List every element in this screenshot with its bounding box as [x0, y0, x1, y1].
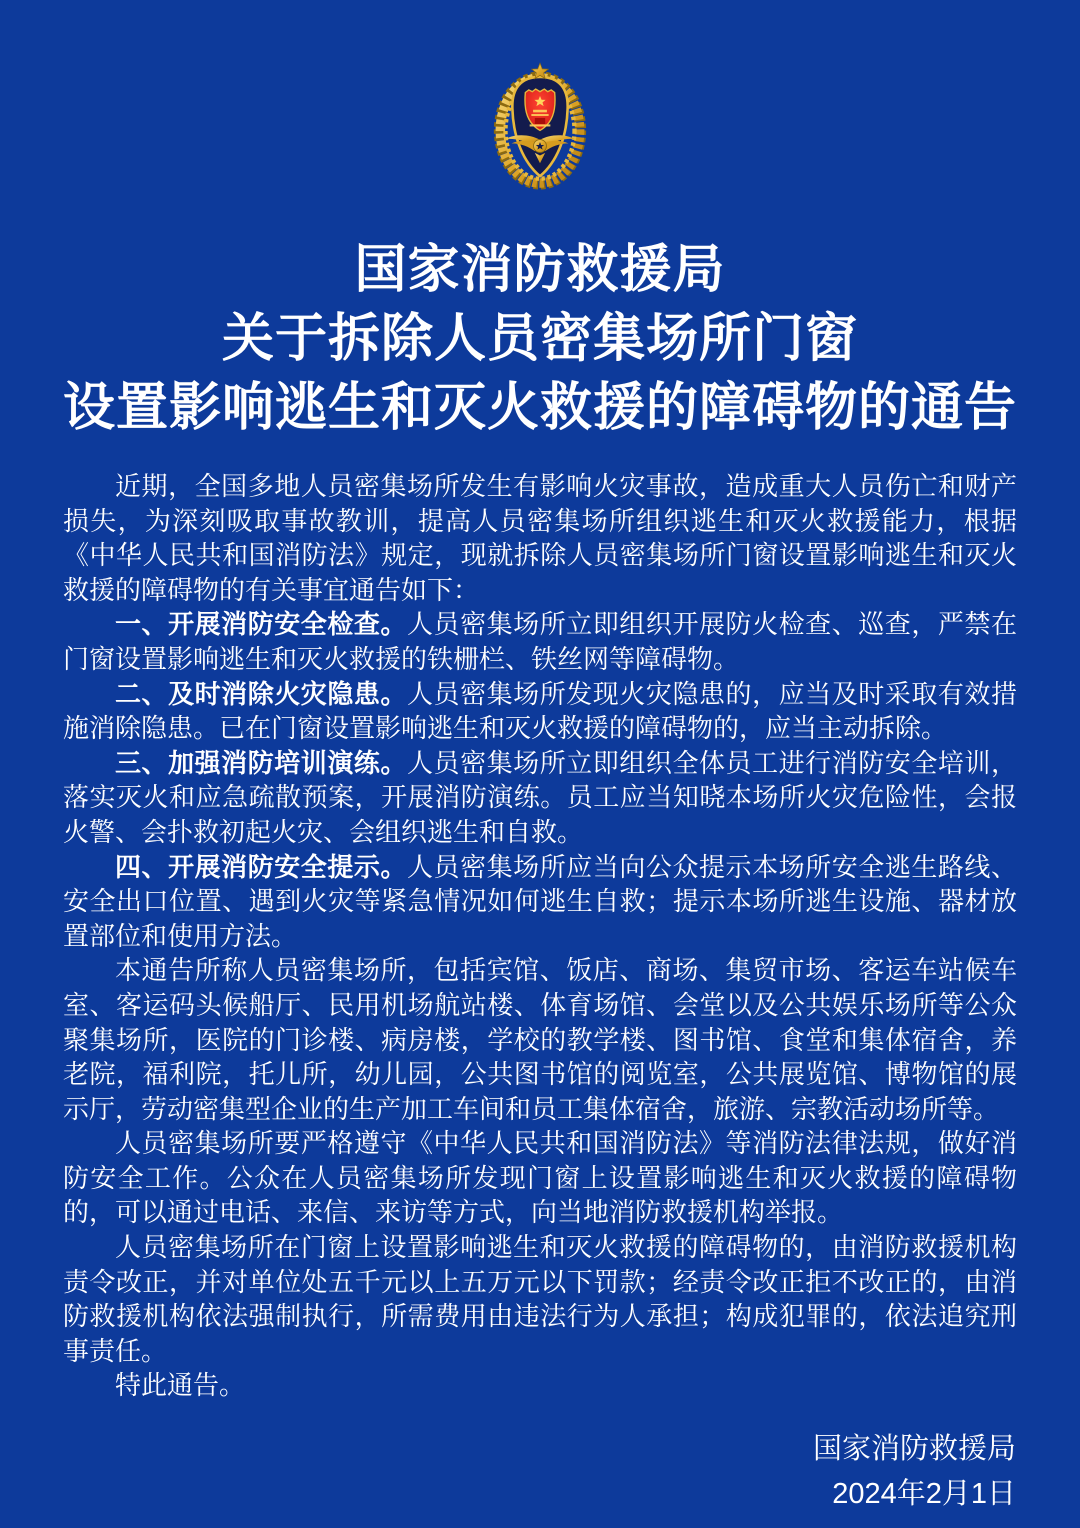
- paragraph-text: 人员密集场所立即组织全体员工进行消防安全培训，落实灭火和应急疏散预案，开展消防演练。员工应当知晓本场所火灾危险性，会报火警、会扑救初起火灾、会组织逃生和自救。: [63, 747, 1017, 847]
- paragraph-closing: [63, 1368, 1017, 1403]
- paragraph-text: 人员密集场所要严格遵守《中华人民共和国消防法》等消防法律法规，做好消防安全工作。公众在人员密集场所发现门窗上设置影响逃生和灭火救援的障碍物的，可以通过电话、来信、来访等方式，向当地消防救援机构举报。: [63, 1128, 1017, 1228]
- title-line-2: 关于拆除人员密集场所门窗: [221, 311, 858, 368]
- paragraph-text: 人员密集场所立即组织开展防火检查、巡查，严禁在门窗设置影响逃生和灭火救援的铁栅栏、铁丝网等障碍物。: [63, 609, 1017, 674]
- paragraph-item-2: [63, 677, 1017, 746]
- title-line-1: 国家消防救援局: [354, 242, 726, 299]
- paragraph-text: 本通告所称人员密集场所，包括宾馆、饭店、商场、集贸市场、客运车站候车室、客运码头候船厅、民用机场航站楼、体育场馆、会堂以及公共娱乐场所等公众聚集场所，医院的门诊楼、病房楼，学校的教学楼、图书馆、食堂和集体宿舍，养老院，福利院，托儿所，幼儿园，公共图书馆的阅览室，公共展览馆、博物馆的展示厅，劳动密集型企业的生产加工车间和员工集体宿舍，旅游、宗教活动场所等。: [63, 955, 1017, 1124]
- paragraph-lead: 二、及时消除火灾隐患。: [115, 678, 407, 709]
- paragraph-item-1: [63, 607, 1017, 676]
- paragraph-text: 人员密集场所在门窗上设置影响逃生和灭火救援的障碍物的，由消防救援机构责令改正，并对单位处五千元以上五万元以下罚款；经责令改正拒不改正的，由消防救援机构依法强制执行，所需费用由违法行为人承担；构成犯罪的，依法追究刑事责任。: [63, 1232, 1017, 1366]
- paragraph-report: [63, 1126, 1017, 1230]
- fire-rescue-emblem-icon: [488, 58, 592, 196]
- emblem-container: [0, 0, 1080, 196]
- paragraph-intro: [63, 469, 1017, 607]
- title-line-3: 设置影响逃生和灭火救援的障碍物的通告: [62, 380, 1017, 437]
- paragraph-text: 人员密集场所应当向公众提示本场所安全逃生路线、安全出口位置、遇到火灾等紧急情况如何逃生自救；提示本场所逃生设施、器材放置部位和使用方法。: [63, 851, 1017, 951]
- paragraph-item-3: [63, 746, 1017, 850]
- signature-issuer: 国家消防救援局: [812, 1433, 1016, 1466]
- signature-date: 2024年2月1日: [832, 1478, 1016, 1511]
- paragraph-lead: 三、加强消防培训演练。: [115, 747, 407, 778]
- notice-body: [63, 469, 1017, 1403]
- notice-title: [40, 236, 1040, 443]
- paragraph-text: 人员密集场所发现火灾隐患的，应当及时采取有效措施消除隐患。已在门窗设置影响逃生和灭火救援的障碍物的，应当主动拆除。: [63, 678, 1017, 744]
- paragraph-penalty: [63, 1230, 1017, 1368]
- paragraph-lead: 一、开展消防安全检查。: [115, 609, 407, 640]
- paragraph-text: 近期，全国多地人员密集场所发生有影响火灾事故，造成重大人员伤亡和财产损失，为深刻吸取事故教训，提高人员密集场所组织逃生和灭火救援能力，根据《中华人民共和国消防法》规定，现就拆除人员密集场所门窗设置影响逃生和灭火救援的障碍物的有关事宜通告如下：: [63, 471, 1017, 605]
- paragraph-lead: 四、开展消防安全提示。: [115, 851, 407, 882]
- paragraph-item-4: [63, 850, 1017, 954]
- signature-block: [0, 1427, 1016, 1517]
- paragraph-text: 特此通告。: [115, 1370, 246, 1401]
- paragraph-scope: [63, 953, 1017, 1126]
